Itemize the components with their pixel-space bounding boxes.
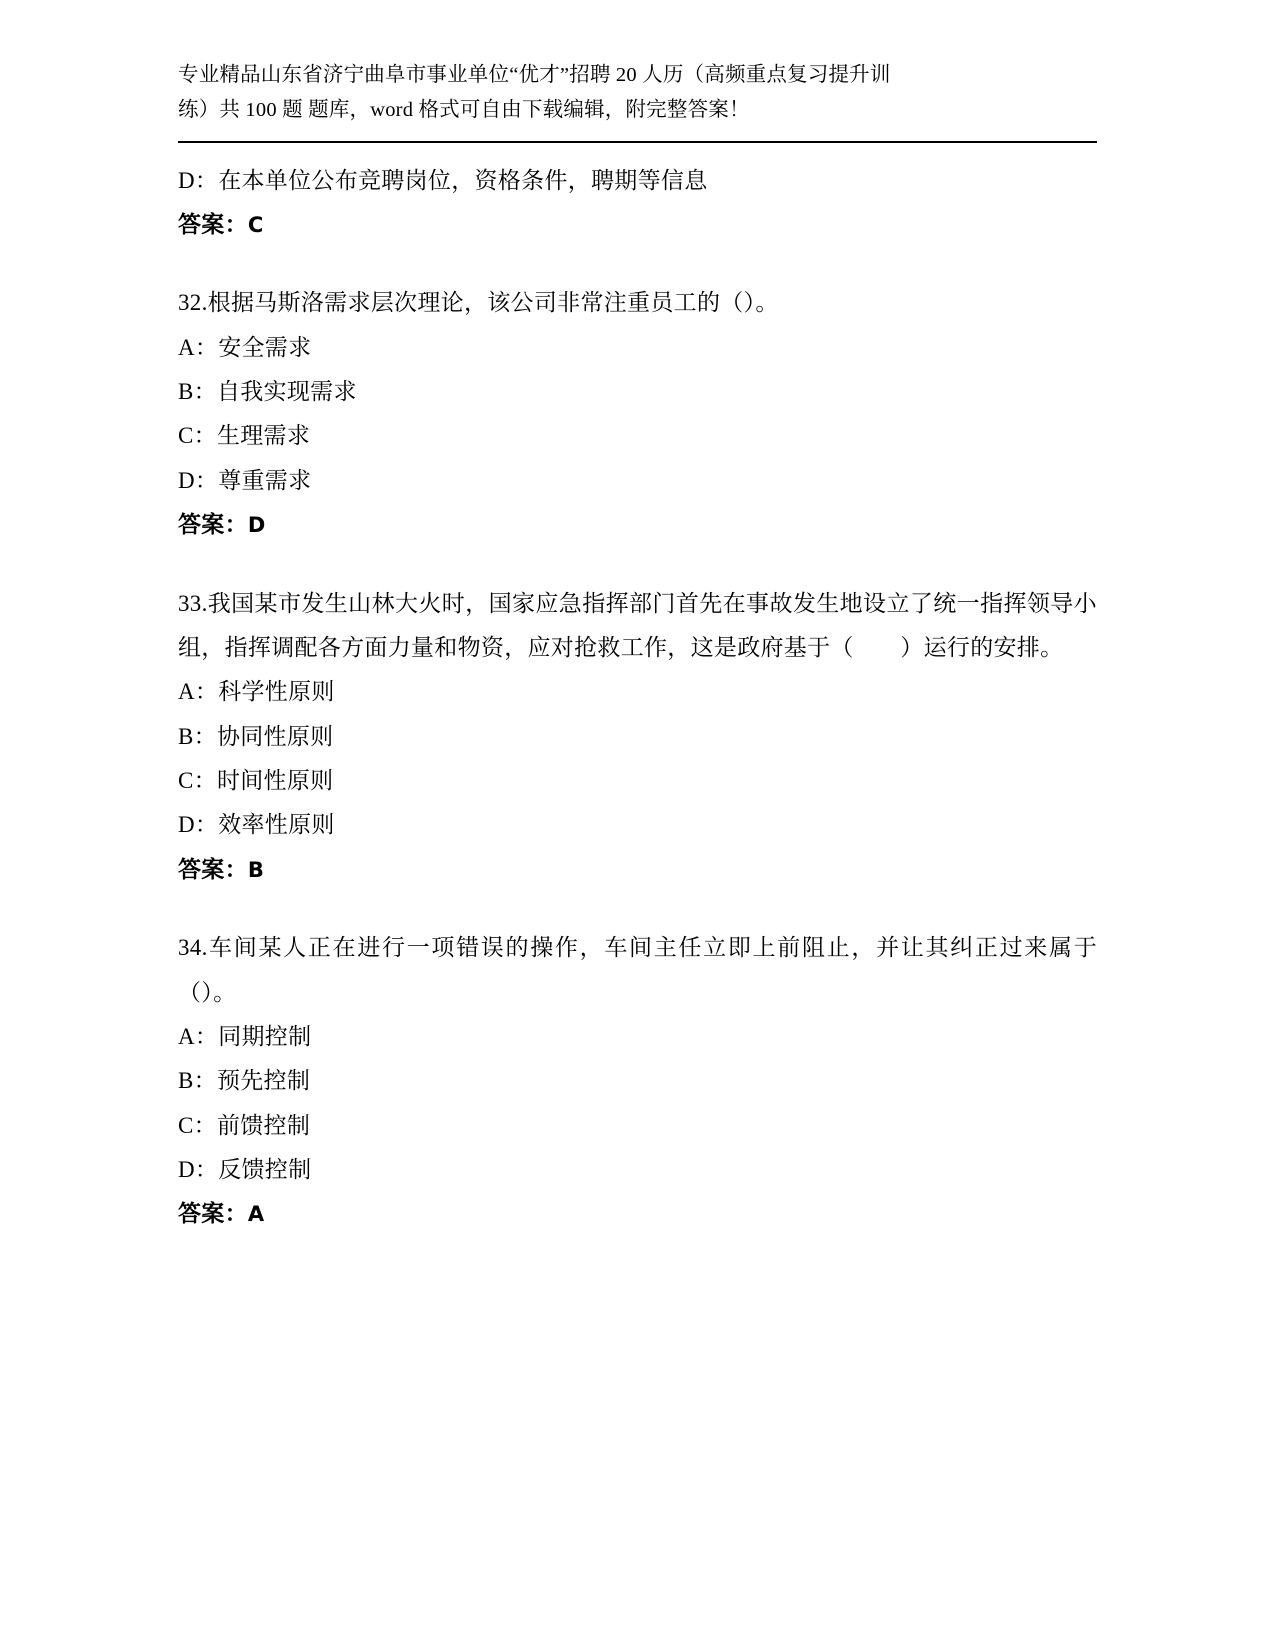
- option-d: D：尊重需求: [178, 467, 312, 493]
- option-a: A：安全需求: [178, 334, 312, 360]
- question-stem: 32.根据马斯洛需求层次理论，该公司非常注重员工的（）。: [178, 290, 779, 316]
- document-body: [178, 159, 1097, 1237]
- option-b: B：协同性原则: [178, 723, 334, 749]
- block-gap: [178, 247, 1097, 281]
- option-b: B：预先控制: [178, 1068, 311, 1094]
- document-header: [178, 58, 1097, 129]
- carryover-option-d: D：在本单位公布竞聘岗位，资格条件，聘期等信息: [178, 167, 708, 193]
- question-answer: [178, 1192, 1097, 1236]
- option-c: C：时间性原则: [178, 768, 334, 793]
- option-a: A：同期控制: [178, 1023, 312, 1049]
- answer-label: 答案：: [178, 211, 248, 237]
- option-d: D：效率性原则: [178, 812, 335, 838]
- header-divider: [178, 141, 1097, 143]
- question-stem: 34.车间某人正在进行一项错误的操作，车间主任立即上前阻止，并让其纠正过来属于（）。: [178, 935, 1097, 1005]
- block-gap: [178, 548, 1097, 582]
- question-answer: [178, 848, 1097, 892]
- question-32: [178, 281, 1097, 547]
- block-gap: [178, 892, 1097, 926]
- header-line-1: 专业精品山东省济宁曲阜市事业单位“优才”招聘 20 人历（高频重点复习提升训: [178, 64, 891, 86]
- answer-value: C: [247, 212, 264, 237]
- carryover-answer: [178, 203, 1097, 247]
- option-d: D：反馈控制: [178, 1157, 312, 1182]
- question-33: [178, 582, 1097, 893]
- question-answer: [178, 503, 1097, 547]
- question-stem: 33.我国某市发生山林大火时，国家应急指挥部门首先在事故发生地设立了统一指挥领导小组，指挥调配各方面力量和物资，应对抢救工作，这是政府基于（ ）运行的安排。: [178, 590, 1097, 660]
- carryover-block: [178, 159, 1097, 248]
- option-b: B：自我实现需求: [178, 379, 357, 404]
- answer-label: 答案：: [178, 856, 248, 882]
- answer-value: A: [247, 1202, 265, 1227]
- answer-value: D: [247, 513, 266, 538]
- option-c: C：前馈控制: [178, 1112, 311, 1138]
- answer-label: 答案：: [178, 512, 248, 538]
- option-a: A：科学性原则: [178, 679, 335, 705]
- answer-label: 答案：: [178, 1201, 248, 1227]
- question-34: [178, 926, 1097, 1237]
- answer-value: B: [247, 857, 265, 882]
- header-line-2: 练）共 100 题 题库，word 格式可自由下载编辑，附完整答案！: [178, 99, 750, 122]
- option-c: C：生理需求: [178, 423, 311, 449]
